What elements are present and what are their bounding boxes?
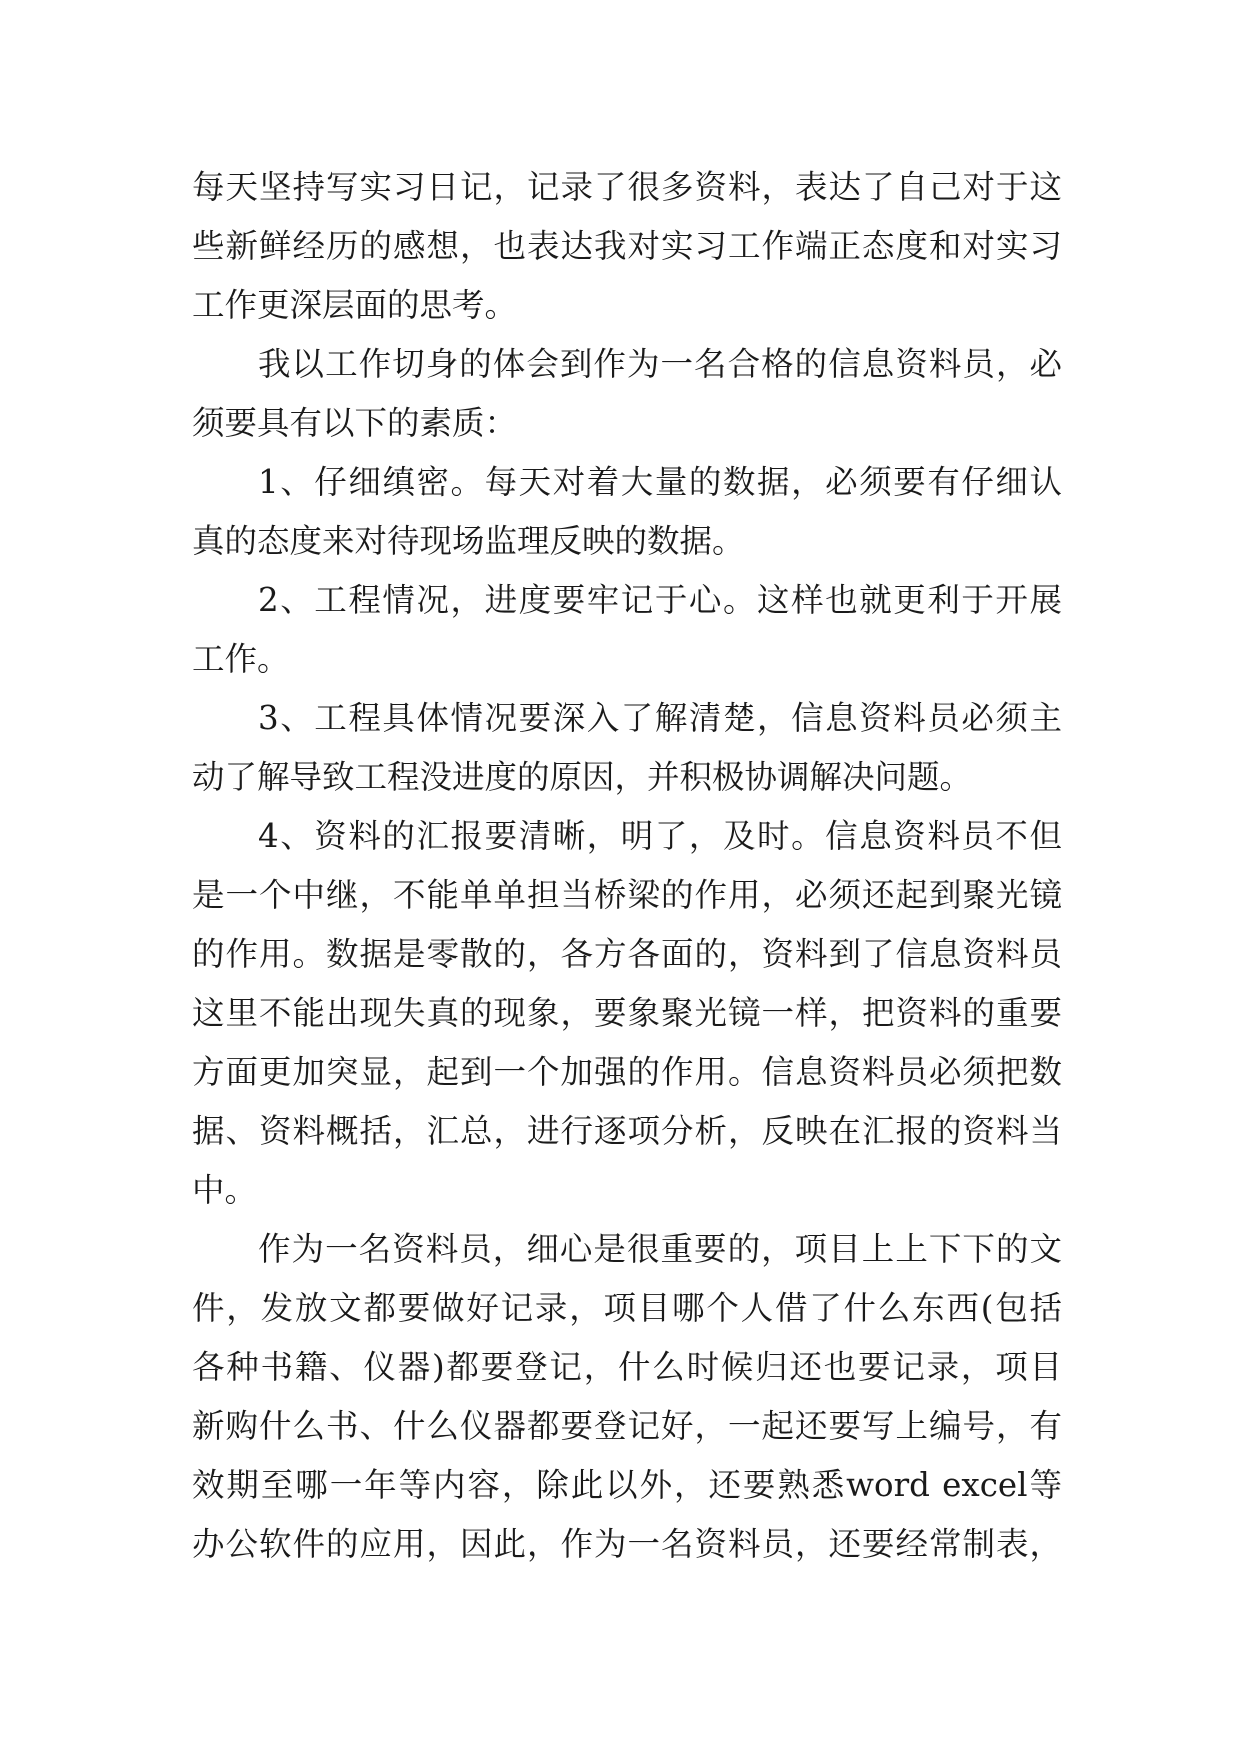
text-line: 效期至哪一年等内容，除此以外，还要熟悉word excel等 <box>192 1466 1062 1504</box>
text-line: 各种书籍、仪器)都要登记，什么时候归还也要记录，项目 <box>192 1348 1062 1386</box>
text-line: 4、资料的汇报要清晰，明了，及时。信息资料员不但 <box>258 817 1062 855</box>
text-line: 真的态度来对待现场监理反映的数据。 <box>192 522 745 560</box>
text-line: 须要具有以下的素质： <box>192 404 518 442</box>
text-line: 些新鲜经历的感想，也表达我对实习工作端正态度和对实习 <box>192 227 1062 265</box>
text-line: 新购什么书、什么仪器都要登记好，一起还要写上编号，有 <box>192 1407 1062 1445</box>
text-line: 1、仔细缜密。每天对着大量的数据，必须要有仔细认 <box>258 463 1062 501</box>
text-line: 动了解导致工程没进度的原因，并积极协调解决问题。 <box>192 758 973 796</box>
text-line: 据、资料概括，汇总，进行逐项分析，反映在汇报的资料当 <box>192 1112 1062 1150</box>
text-line: 的作用。数据是零散的，各方各面的，资料到了信息资料员 <box>192 935 1062 973</box>
text-line: 这里不能出现失真的现象，要象聚光镜一样，把资料的重要 <box>192 994 1062 1032</box>
text-line: 是一个中继，不能单单担当桥梁的作用，必须还起到聚光镜 <box>192 876 1062 914</box>
text-line: 2、工程情况，进度要牢记于心。这样也就更利于开展 <box>258 581 1062 619</box>
text-line: 方面更加突显，起到一个加强的作用。信息资料员必须把数 <box>192 1053 1062 1091</box>
text-line: 件，发放文都要做好记录，项目哪个人借了什么东西(包括 <box>192 1289 1062 1327</box>
text-line: 作为一名资料员，细心是很重要的，项目上上下下的文 <box>258 1230 1062 1268</box>
text-line: 办公软件的应用，因此，作为一名资料员，还要经常制表， <box>192 1525 1062 1563</box>
text-line: 工作更深层面的思考。 <box>192 286 518 324</box>
text-line: 每天坚持写实习日记，记录了很多资料，表达了自己对于这 <box>192 168 1062 206</box>
text-line: 中。 <box>192 1171 258 1209</box>
text-line: 我以工作切身的体会到作为一名合格的信息资料员，必 <box>258 345 1062 383</box>
text-line: 3、工程具体情况要深入了解清楚，信息资料员必须主 <box>258 699 1062 737</box>
text-line: 工作。 <box>192 640 290 678</box>
